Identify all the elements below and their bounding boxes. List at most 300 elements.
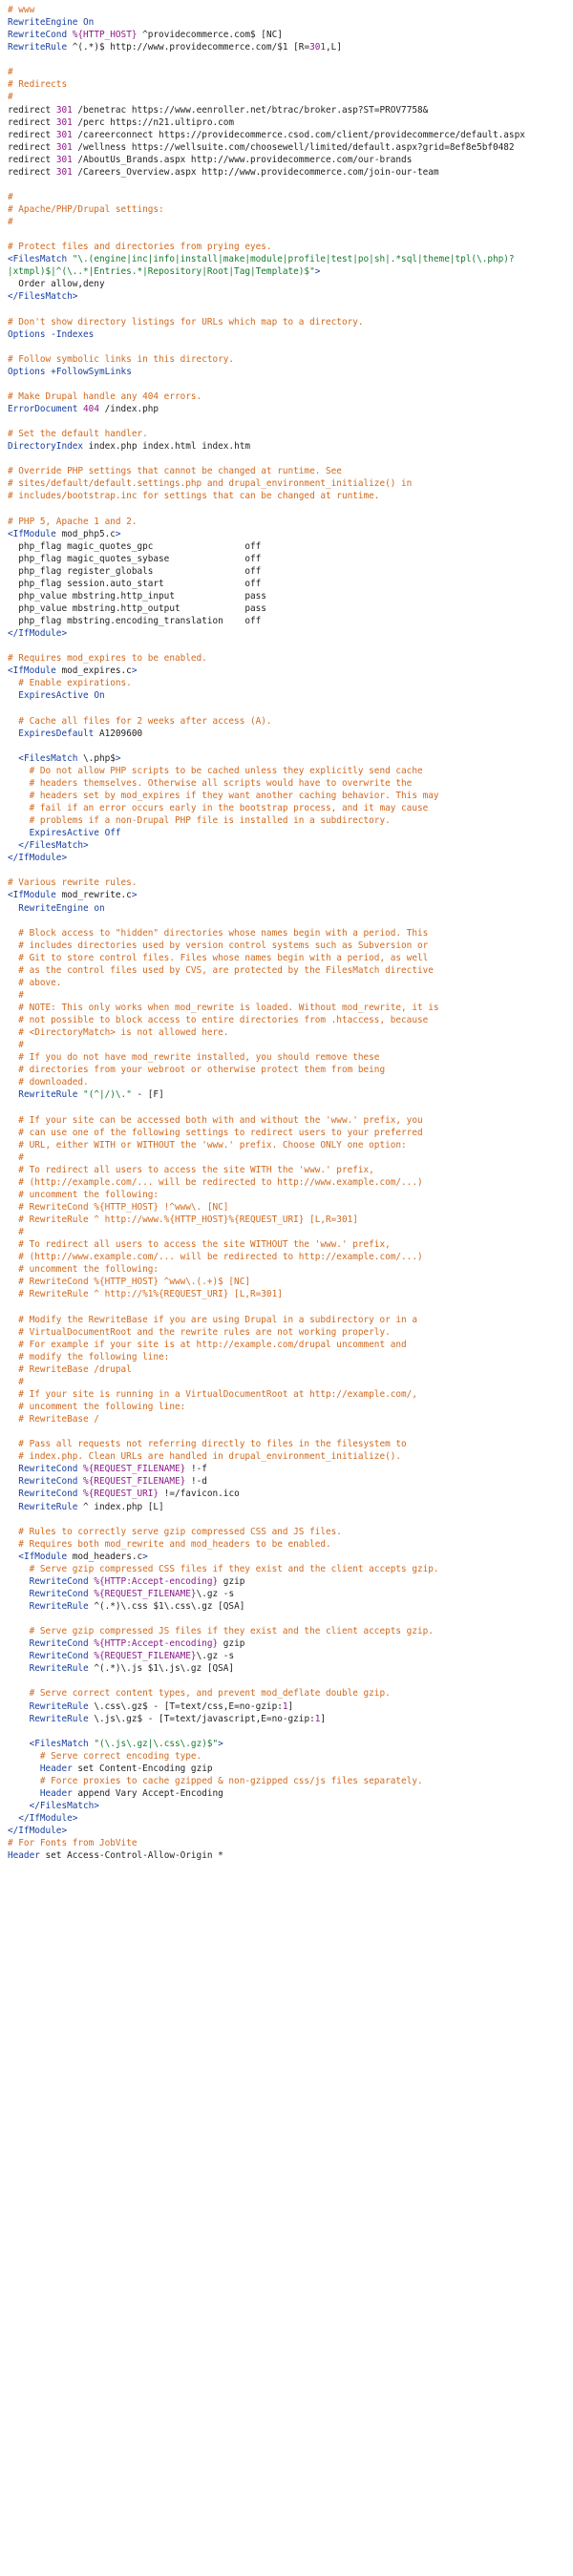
code-line xyxy=(8,1475,565,1488)
code-line xyxy=(8,29,565,41)
code-line xyxy=(8,1812,565,1825)
comment-token: # xyxy=(8,92,13,103)
code-line xyxy=(8,752,565,765)
text-token xyxy=(8,828,30,838)
code-line xyxy=(8,428,565,440)
code-line xyxy=(8,1276,565,1288)
code-line xyxy=(8,1226,565,1238)
text-token: redirect xyxy=(8,104,56,116)
code-line xyxy=(8,78,565,91)
comment-token: # headers set by mod_expires if they want another caching behavior. This may xyxy=(8,790,439,801)
code-line xyxy=(8,1837,565,1849)
code-line xyxy=(8,802,565,814)
text-token xyxy=(8,1714,30,1724)
text-token: set Content-Encoding gzip xyxy=(72,1763,213,1774)
text-token: !-f xyxy=(185,1464,207,1475)
code-line xyxy=(8,1575,565,1588)
comment-token: # VirtualDocumentRoot and the rewrite rules are not working properly. xyxy=(8,1326,391,1338)
code-line xyxy=(8,715,565,728)
keyword-token: On xyxy=(83,17,95,29)
text-token xyxy=(8,753,18,764)
comment-token: # www xyxy=(8,5,35,15)
text-token xyxy=(8,1788,40,1799)
blank-line xyxy=(8,53,565,66)
code-line xyxy=(8,964,565,977)
code-line xyxy=(8,1588,565,1600)
text-token: \.gz -s xyxy=(196,1588,235,1599)
code-line xyxy=(8,440,565,453)
code-line xyxy=(8,366,565,378)
code-line xyxy=(8,1114,565,1127)
text-token: php_flag magic_quotes_gpc off xyxy=(8,540,262,552)
text-token: ] xyxy=(320,1713,327,1724)
keyword-token: > xyxy=(218,1738,223,1749)
keyword-token: RewriteCond xyxy=(29,1651,89,1662)
keyword-token: </FilesMatch> xyxy=(18,840,89,852)
keyword-token: Options xyxy=(8,328,46,340)
text-token: - [F] xyxy=(131,1089,164,1101)
comment-token: # headers themselves. Otherwise all scripts would have to overwrite the xyxy=(8,777,413,789)
keyword-token: ExpiresActive xyxy=(29,828,99,839)
comment-token: # xyxy=(8,989,24,1001)
number-token: %{REQUEST_FILENAME} xyxy=(83,1464,186,1475)
keyword-token: RewriteRule xyxy=(29,1663,89,1675)
keyword-token: </IfModule> xyxy=(8,628,68,640)
keyword-token: Header xyxy=(39,1763,73,1774)
text-token: php_flag mbstring.encoding_translation off xyxy=(8,616,262,627)
text-token: ^ index.php [L] xyxy=(77,1501,164,1512)
keyword-token: RewriteRule xyxy=(29,1700,89,1712)
comment-token: # PHP 5, Apache 1 and 2. xyxy=(8,516,138,527)
keyword-token: ExpiresActive xyxy=(18,690,89,702)
number-token: %{HTTP:Accept-encoding} xyxy=(94,1638,219,1650)
text-token: \.js\.gz$ - [T=text/javascript,E=no-gzip: xyxy=(88,1713,315,1724)
text-token: redirect xyxy=(8,116,56,128)
text-token: Order allow,deny xyxy=(8,279,105,290)
text-token: gzip xyxy=(218,1575,245,1587)
code-line xyxy=(8,316,565,328)
text-token: mod_expires.c xyxy=(55,665,132,677)
number-token: 301 xyxy=(55,141,73,153)
keyword-token: RewriteRule xyxy=(8,42,68,53)
comment-token: # RewriteRule ^ http://%1%{REQUEST_URI} [L,R=301] xyxy=(8,1289,283,1300)
keyword-token: -Indexes xyxy=(51,328,95,340)
code-line xyxy=(8,66,565,78)
comment-token: # Force proxies to cache gzipped & non-gzipped css/js files separately. xyxy=(8,1775,423,1786)
blank-line xyxy=(8,228,565,241)
blank-line xyxy=(8,864,565,876)
keyword-token: </FilesMatch> xyxy=(8,291,78,303)
text-token xyxy=(8,1601,30,1612)
comment-token: # URL, either WITH or WITHOUT the 'www.' prefix. Choose ONLY one option: xyxy=(8,1139,407,1151)
text-token: mod_rewrite.c xyxy=(55,890,132,901)
comment-token: # RewriteRule ^ http://www.%{HTTP_HOST}%{REQUEST_URI} [L,R=301] xyxy=(8,1214,358,1226)
code-line xyxy=(8,578,565,590)
code-line xyxy=(8,1288,565,1300)
code-line xyxy=(8,1151,565,1164)
comment-token: # Serve gzip compressed JS files if they exist and the client accepts gzip. xyxy=(8,1626,434,1637)
keyword-token: > xyxy=(115,528,121,539)
comment-token: # as the control files used by CVS, are protected by the FilesMatch directive xyxy=(8,964,434,976)
code-line xyxy=(8,1388,565,1401)
keyword-token: RewriteRule xyxy=(18,1501,78,1512)
code-line xyxy=(8,1662,565,1675)
keyword-token: Off xyxy=(104,828,121,839)
number-token: %{REQUEST_FILENAME} xyxy=(94,1588,197,1599)
comment-token: # Apache/PHP/Drupal settings: xyxy=(8,204,164,215)
number-token: 301 xyxy=(55,104,73,116)
code-line xyxy=(8,1351,565,1363)
string-token: |xtmpl)$|^(\..*|Entries.*|Repository|Root|Tag|Template)$" xyxy=(8,266,315,278)
keyword-token: <IfModule xyxy=(8,665,56,677)
code-line xyxy=(8,129,565,141)
code-line xyxy=(8,977,565,989)
text-token: redirect xyxy=(8,141,56,153)
code-line xyxy=(8,1039,565,1051)
text-token: append Vary Accept-Encoding xyxy=(72,1787,223,1799)
comment-token: # can use one of the following settings to redirect users to your preferred xyxy=(8,1127,423,1138)
comment-token: # Redirects xyxy=(8,79,68,91)
keyword-token: > xyxy=(115,752,121,764)
code-line xyxy=(8,265,565,278)
code-line xyxy=(8,652,565,665)
code-line xyxy=(8,790,565,802)
code-line xyxy=(8,154,565,166)
comment-token: # Modify the RewriteBase if you are using Drupal in a subdirectory or in a xyxy=(8,1314,417,1325)
text-token: gzip xyxy=(218,1638,245,1650)
code-line xyxy=(8,927,565,940)
code-line xyxy=(8,1750,565,1763)
keyword-token: on xyxy=(94,902,105,914)
code-line xyxy=(8,391,565,403)
text-token: redirect xyxy=(8,129,56,140)
number-token: 404 xyxy=(83,404,99,414)
text-token xyxy=(8,1089,18,1100)
code-line xyxy=(8,1637,565,1650)
comment-token: # Set the default handler. xyxy=(8,429,148,440)
text-token xyxy=(8,690,18,701)
code-line xyxy=(8,565,565,578)
number-token: 301 xyxy=(55,129,73,140)
code-line xyxy=(8,116,565,129)
comment-token: # If your site is running in a VirtualDocumentRoot at http://example.com/, xyxy=(8,1388,417,1400)
text-token: /Careers_Overview.aspx http://www.providecommerce.com/join-our-team xyxy=(72,166,439,178)
blank-line xyxy=(8,640,565,652)
text-token xyxy=(8,1589,30,1599)
code-line xyxy=(8,528,565,540)
text-token: ^(.*)\.js $1\.js\.gz [QSA] xyxy=(88,1663,235,1675)
comment-token: # (http://example.com/... will be redirected to http://www.example.com/...) xyxy=(8,1176,423,1188)
comment-token: # xyxy=(8,1151,24,1163)
comment-token: # above. xyxy=(8,977,62,988)
comment-token: # RewriteBase / xyxy=(8,1414,99,1425)
blank-line xyxy=(8,1102,565,1114)
comment-token: # xyxy=(8,1040,24,1051)
code-line xyxy=(8,1139,565,1151)
comment-token: # problems if a non-Drupal PHP file is installed in a subdirectory. xyxy=(8,815,391,827)
code-line xyxy=(8,1189,565,1201)
code-line xyxy=(8,1438,565,1450)
text-token xyxy=(8,1576,30,1587)
comment-token: # xyxy=(8,191,13,202)
keyword-token: <IfModule xyxy=(8,890,56,901)
comment-token: # Block access to "hidden" directories whose names begin with a period. This xyxy=(8,927,429,939)
text-token: ^providecommerce.com$ [NC] xyxy=(137,30,283,41)
text-token: ,L] xyxy=(326,42,342,53)
number-token: %{REQUEST_FILENAME} xyxy=(83,1476,186,1488)
text-token: \.php$ xyxy=(77,752,116,764)
comment-token: # To redirect all users to access the site WITH the 'www.' prefix, xyxy=(8,1164,374,1175)
text-token xyxy=(8,1638,30,1649)
code-line xyxy=(8,1076,565,1088)
code-line xyxy=(8,1251,565,1263)
comment-token: # xyxy=(8,1227,24,1238)
code-line xyxy=(8,516,565,528)
code-line xyxy=(8,1051,565,1064)
number-token: 301 xyxy=(55,154,73,165)
blank-line xyxy=(8,1613,565,1625)
blank-line xyxy=(8,703,565,715)
keyword-token: </IfModule> xyxy=(8,1826,68,1837)
code-line xyxy=(8,353,565,366)
keyword-token: > xyxy=(142,1551,148,1562)
comment-token: # Don't show directory listings for URLs which map to a directory. xyxy=(8,316,364,327)
code-line xyxy=(8,403,565,415)
text-token xyxy=(8,1813,18,1824)
comment-token: # xyxy=(8,1376,24,1387)
number-token: %{HTTP_HOST} xyxy=(72,30,138,41)
keyword-token: > xyxy=(314,266,321,278)
code-line xyxy=(8,615,565,627)
text-token xyxy=(8,903,18,914)
code-line xyxy=(8,141,565,154)
blank-line xyxy=(8,1425,565,1438)
code-line xyxy=(8,1002,565,1014)
code-line xyxy=(8,1201,565,1214)
code-line xyxy=(8,1127,565,1139)
code-line xyxy=(8,1787,565,1800)
text-token: set Access-Control-Allow-Origin * xyxy=(39,1850,223,1862)
code-line xyxy=(8,241,565,253)
code-line xyxy=(8,1376,565,1388)
number-token: 301 xyxy=(309,42,327,53)
text-token xyxy=(8,1502,18,1512)
comment-token: # Pass all requests not referring directly to files in the filesystem to xyxy=(8,1439,407,1450)
number-token: 1 xyxy=(282,1700,288,1712)
keyword-token: RewriteRule xyxy=(29,1601,89,1612)
blank-line xyxy=(8,453,565,465)
text-token: /perc https://n21.ultipro.com xyxy=(72,116,235,128)
code-line xyxy=(8,465,565,477)
code-line xyxy=(8,1488,565,1500)
text-token xyxy=(8,1701,30,1712)
comment-token: # (http://www.example.com/... will be redirected to http://example.com/...) xyxy=(8,1252,423,1263)
comment-token: # Cache all files for 2 weeks after access (A). xyxy=(8,715,272,727)
keyword-token: Header xyxy=(39,1787,73,1799)
code-line xyxy=(8,1775,565,1787)
text-token: /index.php xyxy=(98,404,159,414)
code-line xyxy=(8,1463,565,1475)
code-line xyxy=(8,902,565,915)
code-line xyxy=(8,1713,565,1725)
number-token: %{HTTP:Accept-encoding} xyxy=(94,1575,219,1587)
code-line xyxy=(8,1401,565,1413)
code-line xyxy=(8,216,565,228)
number-token: 301 xyxy=(55,166,73,178)
keyword-token: ErrorDocument xyxy=(8,404,78,414)
code-line xyxy=(8,1064,565,1076)
comment-token: # RewriteBase /drupal xyxy=(8,1363,132,1375)
comment-token: # modify the following line: xyxy=(8,1351,170,1362)
text-token: php_flag session.auto_start off xyxy=(8,578,262,589)
comment-token: # Enable expirations. xyxy=(8,678,132,689)
text-token: redirect xyxy=(8,166,56,178)
blank-line xyxy=(8,415,565,428)
text-token: /AboutUs_Brands.aspx http://www.providecommerce.com/our-brands xyxy=(72,154,413,165)
text-token: mod_php5.c xyxy=(55,528,116,539)
comment-token: # For Fonts from JobVite xyxy=(8,1838,138,1849)
blank-line xyxy=(8,1301,565,1314)
blank-line xyxy=(8,503,565,516)
code-line xyxy=(8,1700,565,1713)
comment-token: # Protect files and directories from prying eyes. xyxy=(8,242,272,253)
comment-token: # Requires both mod_rewrite and mod_headers to be enabled. xyxy=(8,1538,331,1550)
blank-line xyxy=(8,1675,565,1687)
text-token: php_flag magic_quotes_sybase off xyxy=(8,553,262,564)
text-token: ^(.*)\.css $1\.css\.gz [QSA] xyxy=(88,1601,245,1612)
number-token: 301 xyxy=(55,116,73,128)
comment-token: # fail if an error occurs early in the bootstrap process, and it may cause xyxy=(8,803,429,813)
code-line xyxy=(8,876,565,889)
code-line xyxy=(8,1625,565,1637)
code-line xyxy=(8,665,565,677)
comment-token: # Serve gzip compressed CSS files if they exist and the client accepts gzip. xyxy=(8,1563,439,1574)
text-token: /careerconnect https://providecommerce.csod.com/client/providecommerce/default.aspx xyxy=(72,129,525,140)
keyword-token: <FilesMatch xyxy=(29,1738,89,1749)
comment-token: # includes directories used by version control systems such as Subversion or xyxy=(8,940,429,951)
keyword-token: Options xyxy=(8,366,46,377)
keyword-token: </IfModule> xyxy=(8,853,68,864)
string-token: "\.(engine|inc|info|install|make|module|profile|test|po|sh|.*sql|theme|tpl(\.php)? xyxy=(72,254,515,265)
code-line xyxy=(8,1314,565,1326)
keyword-token: RewriteRule xyxy=(18,1089,78,1101)
text-token xyxy=(8,1464,18,1474)
code-line xyxy=(8,1526,565,1538)
code-line xyxy=(8,1176,565,1189)
code-line xyxy=(8,1800,565,1812)
code-line xyxy=(8,490,565,502)
code-line xyxy=(8,728,565,740)
text-token: !=/favicon.ico xyxy=(159,1489,240,1500)
text-token: php_flag register_globals off xyxy=(8,565,262,577)
text-token: \.gz -s xyxy=(196,1651,235,1662)
code-line xyxy=(8,814,565,827)
code-line xyxy=(8,777,565,790)
comment-token: # Various rewrite rules. xyxy=(8,877,138,889)
text-token: /benetrac https://www.eenroller.net/btrac/broker.asp?ST=PROV7758& xyxy=(72,104,429,116)
text-token xyxy=(8,728,18,739)
comment-token: # Serve correct content types, and prevent mod_deflate double gzip. xyxy=(8,1688,391,1700)
comment-token: # uncomment the following line: xyxy=(8,1402,186,1412)
code-line xyxy=(8,1450,565,1463)
comment-token: # Do not allow PHP scripts to be cached unless they explicitly send cache xyxy=(8,765,423,776)
text-token xyxy=(8,1801,30,1811)
code-line xyxy=(8,1026,565,1039)
comment-token: # RewriteCond %{HTTP_HOST} ^www\.(.+)$ [NC] xyxy=(8,1277,250,1288)
code-line xyxy=(8,852,565,864)
code-line xyxy=(8,278,565,290)
comment-token: # If you do not have mod_rewrite installed, you should remove these xyxy=(8,1052,380,1064)
code-line xyxy=(8,1214,565,1226)
comment-token: # RewriteCond %{HTTP_HOST} !^www\. [NC] xyxy=(8,1202,229,1213)
keyword-token: <IfModule xyxy=(18,1551,68,1562)
text-token: redirect xyxy=(8,154,56,165)
number-token: %{REQUEST_URI} xyxy=(83,1489,159,1500)
code-line xyxy=(8,989,565,1002)
code-line xyxy=(8,540,565,553)
comment-token: # includes/bootstrap.inc for settings that can be changed at runtime. xyxy=(8,491,380,502)
code-line xyxy=(8,1538,565,1551)
text-token: index.php index.html index.htm xyxy=(83,441,251,453)
keyword-token: RewriteCond xyxy=(18,1489,78,1500)
string-token: "(\.js\.gz|\.css\.gz)$" xyxy=(94,1738,219,1749)
text-token xyxy=(8,1476,18,1487)
text-token: ^(.*)$ http://www.providecommerce.com/$1 [R= xyxy=(67,42,310,53)
code-line xyxy=(8,1014,565,1026)
code-line xyxy=(8,1563,565,1575)
code-line xyxy=(8,689,565,702)
code-line xyxy=(8,1238,565,1251)
text-token xyxy=(8,1763,40,1774)
keyword-token: <FilesMatch xyxy=(18,752,78,764)
comment-token: # sites/default/default.settings.php and drupal_environment_initialize() in xyxy=(8,478,413,490)
keyword-token: RewriteCond xyxy=(8,30,68,41)
code-line xyxy=(8,16,565,29)
code-line xyxy=(8,4,565,16)
text-token: php_value mbstring.http_output pass xyxy=(8,603,266,614)
code-line xyxy=(8,1738,565,1750)
comment-token: # If your site can be accessed both with and without the 'www.' prefix, you xyxy=(8,1114,423,1126)
text-token xyxy=(8,1739,30,1749)
number-token: 1 xyxy=(314,1713,321,1724)
keyword-token: RewriteCond xyxy=(29,1575,89,1587)
code-line xyxy=(8,91,565,103)
code-line xyxy=(8,1849,565,1862)
blank-line xyxy=(8,304,565,316)
text-token xyxy=(8,1552,18,1562)
code-line xyxy=(8,1413,565,1425)
code-line xyxy=(8,1326,565,1339)
blank-line xyxy=(8,179,565,191)
comment-token: # <DirectoryMatch> is not allowed here. xyxy=(8,1027,229,1039)
blank-line xyxy=(8,915,565,927)
code-line xyxy=(8,1763,565,1775)
comment-token: # Follow symbolic links in this directory. xyxy=(8,353,235,365)
text-token: !-d xyxy=(185,1476,207,1488)
code-line xyxy=(8,1363,565,1376)
comment-token: # downloaded. xyxy=(8,1077,89,1088)
code-line xyxy=(8,1263,565,1276)
code-line xyxy=(8,602,565,615)
comment-token: # uncomment the following: xyxy=(8,1189,159,1200)
keyword-token: > xyxy=(131,890,138,901)
comment-token: # Make Drupal handle any 404 errors. xyxy=(8,391,202,402)
comment-token: # Requires mod_expires to be enabled. xyxy=(8,653,207,665)
keyword-token: > xyxy=(131,665,138,677)
comment-token: # index.php. Clean URLs are handled in drupal_environment_initialize(). xyxy=(8,1451,402,1463)
text-token: \.css\.gz$ - [T=text/css,E=no-gzip: xyxy=(88,1700,283,1712)
keyword-token: RewriteRule xyxy=(29,1713,89,1724)
